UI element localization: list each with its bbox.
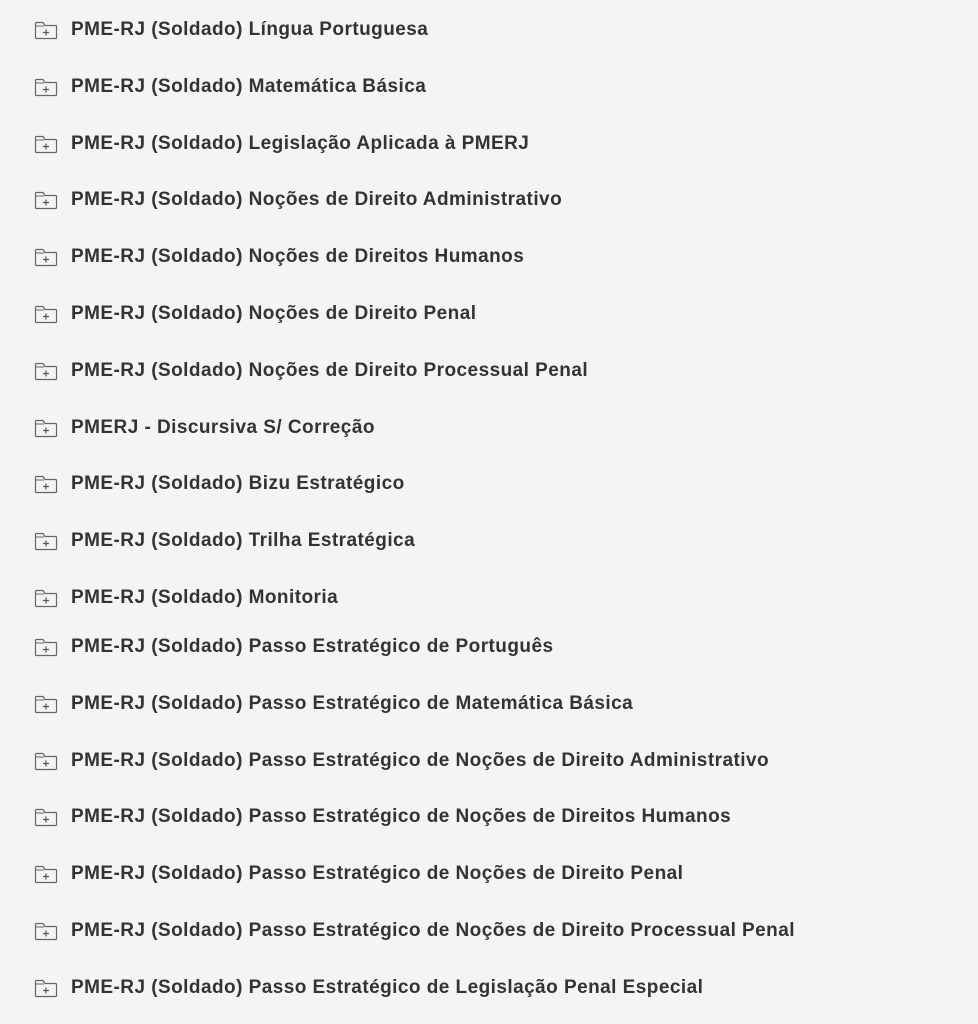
folder-item[interactable]	[34, 746, 769, 776]
folder-plus-icon[interactable]	[34, 588, 58, 608]
folder-plus-icon[interactable]	[34, 247, 58, 267]
folder-label: PME-RJ (Soldado) Trilha Estratégica	[71, 530, 416, 551]
folder-plus-icon[interactable]	[34, 751, 58, 771]
folder-label: PME-RJ (Soldado) Noções de Direito Administrativo	[71, 189, 563, 210]
folder-plus-icon[interactable]	[34, 77, 58, 97]
folder-label: PME-RJ (Soldado) Passo Estratégico de Noções de Direito Processual Penal	[71, 920, 795, 941]
folder-plus-icon[interactable]	[34, 694, 58, 714]
folder-item[interactable]	[34, 973, 703, 1003]
folder-label: PME-RJ (Soldado) Passo Estratégico de Noções de Direitos Humanos	[71, 806, 732, 827]
folder-item[interactable]	[34, 356, 588, 386]
folder-item[interactable]	[34, 469, 405, 499]
folder-label: PME-RJ (Soldado) Noções de Direito Penal	[71, 303, 477, 324]
folder-label: PME-RJ (Soldado) Noções de Direito Processual Penal	[71, 360, 589, 381]
folder-label: PME-RJ (Soldado) Passo Estratégico de Noções de Direito Penal	[71, 863, 684, 884]
folder-plus-icon[interactable]	[34, 807, 58, 827]
folder-label: PME-RJ (Soldado) Monitoria	[71, 587, 339, 608]
folder-plus-icon[interactable]	[34, 637, 58, 657]
folder-label: PME-RJ (Soldado) Passo Estratégico de Legislação Penal Especial	[71, 977, 704, 998]
folder-plus-icon[interactable]	[34, 474, 58, 494]
folder-item[interactable]	[34, 916, 795, 946]
folder-item[interactable]	[34, 129, 529, 159]
folder-label: PME-RJ (Soldado) Legislação Aplicada à PMERJ	[71, 133, 530, 154]
folder-label: PME-RJ (Soldado) Passo Estratégico de Matemática Básica	[71, 693, 634, 714]
folder-item[interactable]	[34, 526, 415, 556]
folder-label: PME-RJ (Soldado) Bizu Estratégico	[71, 473, 405, 494]
folder-label: PME-RJ (Soldado) Passo Estratégico de Português	[71, 636, 554, 657]
folder-item[interactable]	[34, 802, 731, 832]
folder-label: PMERJ - Discursiva S/ Correção	[71, 417, 375, 438]
folder-item[interactable]	[34, 299, 476, 329]
folder-item[interactable]	[34, 413, 375, 443]
folder-label: PME-RJ (Soldado) Passo Estratégico de Noções de Direito Administrativo	[71, 750, 770, 771]
folder-label: PME-RJ (Soldado) Língua Portuguesa	[71, 19, 429, 40]
folder-plus-icon[interactable]	[34, 531, 58, 551]
folder-plus-icon[interactable]	[34, 20, 58, 40]
folder-item[interactable]	[34, 72, 426, 102]
folder-plus-icon[interactable]	[34, 361, 58, 381]
folder-item[interactable]	[34, 15, 428, 45]
folder-plus-icon[interactable]	[34, 864, 58, 884]
folder-item[interactable]	[34, 185, 562, 215]
folder-label: PME-RJ (Soldado) Matemática Básica	[71, 76, 427, 97]
folder-plus-icon[interactable]	[34, 190, 58, 210]
folder-item[interactable]	[34, 583, 338, 613]
folder-label: PME-RJ (Soldado) Noções de Direitos Humanos	[71, 246, 525, 267]
folder-plus-icon[interactable]	[34, 978, 58, 998]
folder-item[interactable]	[34, 242, 524, 272]
folder-plus-icon[interactable]	[34, 134, 58, 154]
folder-plus-icon[interactable]	[34, 418, 58, 438]
folder-plus-icon[interactable]	[34, 304, 58, 324]
folder-plus-icon[interactable]	[34, 921, 58, 941]
folder-item[interactable]	[34, 689, 633, 719]
folder-item[interactable]	[34, 859, 683, 889]
folder-item[interactable]	[34, 632, 554, 662]
